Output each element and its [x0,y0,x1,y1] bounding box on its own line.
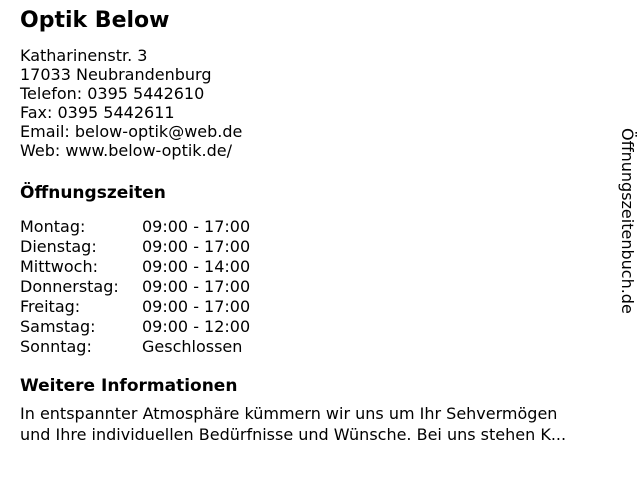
hours-row-tuesday [20,237,640,257]
hours-row-thursday [20,277,640,297]
opening-hours-table [20,217,640,357]
hours-row-sunday [20,337,640,357]
hours-day-label: Samstag: [20,317,96,336]
description-line: In entspannter Atmosphäre kümmern wir uns um Ihr Sehvermögen [20,404,558,423]
address-block [20,46,640,160]
more-info-heading: Weitere Informationen [20,376,238,396]
hours-row-wednesday [20,257,640,277]
address-phone: Telefon: 0395 5442610 [20,84,205,103]
hours-day-label: Mittwoch: [20,257,98,276]
address-email: Email: below-optik@web.de [20,122,243,141]
hours-row-friday [20,297,640,317]
hours-time-value: 09:00 - 17:00 [142,237,251,256]
hours-time-value: 09:00 - 17:00 [142,297,251,316]
opening-hours-heading: Öffnungszeiten [20,183,166,203]
hours-day-label: Dienstag: [20,237,97,256]
description-line: und Ihre individuellen Bedürfnisse und Wünsche. Bei uns stehen K... [20,425,567,444]
address-fax: Fax: 0395 5442611 [20,103,175,122]
hours-time-value: 09:00 - 17:00 [142,217,251,236]
address-city: 17033 Neubrandenburg [20,65,212,84]
description-text [20,403,640,445]
hours-time-value: 09:00 - 17:00 [142,277,251,296]
address-street: Katharinenstr. 3 [20,46,148,65]
page-title: Optik Below [20,8,170,33]
hours-time-value: 09:00 - 14:00 [142,257,251,276]
hours-row-saturday [20,317,640,337]
address-website: Web: www.below-optik.de/ [20,141,233,160]
site-watermark: Öffnungszeitenbuch.de [618,128,637,314]
hours-day-label: Donnerstag: [20,277,119,296]
hours-day-label: Montag: [20,217,86,236]
hours-time-value: 09:00 - 12:00 [142,317,251,336]
hours-time-value: Geschlossen [142,337,243,356]
hours-day-label: Freitag: [20,297,81,316]
hours-day-label: Sonntag: [20,337,92,356]
hours-row-monday [20,217,640,237]
